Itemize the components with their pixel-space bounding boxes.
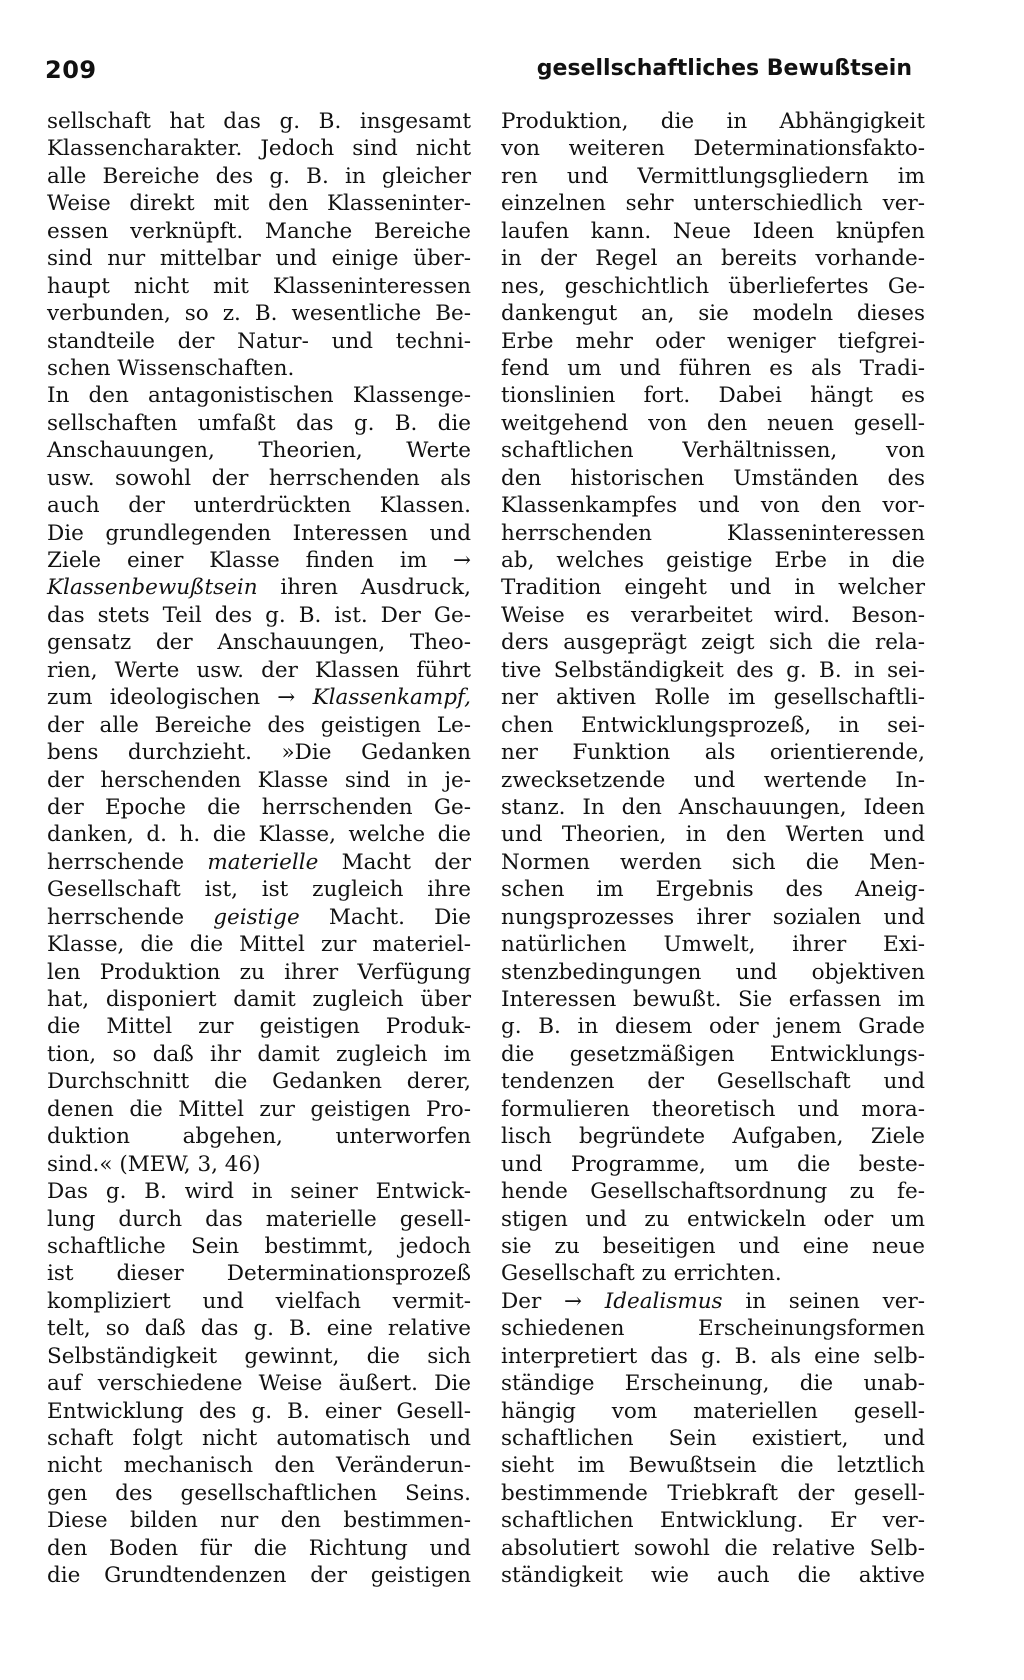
page-number: 209 [45, 56, 97, 84]
text-line: Gesellschaft ist, ist zugleich ihre [47, 877, 471, 903]
text-line: gen des gesellschaftlichen Seins. [47, 1480, 471, 1506]
text-line: absolutiert sowohl die relative Selb- [501, 1535, 925, 1561]
text-line: und Programme, um die beste- [501, 1151, 925, 1177]
text-line: Erbe mehr oder weniger tiefgrei- [501, 328, 925, 354]
text-line: tive Selbständigkeit des g. B. in sei- [501, 657, 925, 683]
text-line: tionslinien fort. Dabei hängt es [501, 383, 925, 409]
text-line: telt, so daß das g. B. eine relative [47, 1316, 471, 1342]
text-fragment: herrschende [47, 849, 208, 875]
text-line: die gesetzmäßigen Entwicklungs- [501, 1041, 925, 1067]
text-line: Diese bilden nur den bestimmen- [47, 1508, 471, 1534]
text-line: die Mittel zur geistigen Produk- [47, 1014, 471, 1040]
text-line: Interessen bewußt. Sie erfassen im [501, 987, 925, 1012]
text-line: Klassencharakter. Jedoch sind nicht [47, 136, 471, 162]
text-line: Tradition eingeht und in welcher [501, 575, 925, 601]
text-line: den Boden für die Richtung und [47, 1535, 471, 1561]
text-column-left [47, 108, 471, 1590]
text-line: Klassenkampfes und von den vor- [501, 493, 925, 519]
text-line: sie zu beseitigen und eine neue [501, 1233, 925, 1259]
text-line: auf verschiedene Weise äußert. Die [47, 1371, 471, 1397]
text-line: Anschauungen, Theorien, Werte [47, 438, 471, 464]
text-line: ständige Erscheinung, die unab- [501, 1371, 925, 1397]
italic-term: Klassenkampf, [312, 685, 471, 711]
text-line: usw. sowohl der herrschenden als [47, 465, 471, 491]
text-line: zwecksetzende und wertende In- [501, 767, 925, 793]
text-line: Klasse, die die Mittel zur materiel- [47, 932, 471, 958]
text-line [47, 904, 471, 931]
text-line: das stets Teil des g. B. ist. Der Ge- [47, 602, 471, 628]
text-line: schen im Ergebnis des Aneig- [501, 877, 925, 903]
text-line: sieht im Bewußtsein die letztlich [501, 1453, 925, 1479]
text-line: ist dieser Determinationsprozeß [47, 1261, 471, 1287]
text-line: lung durch das materielle gesell- [47, 1206, 471, 1232]
text-line: Weise direkt mit den Klasseninter- [47, 191, 471, 217]
text-line: rien, Werte usw. der Klassen führt [47, 657, 471, 683]
italic-term: Idealismus [604, 1288, 723, 1314]
text-line: g. B. in diesem oder jenem Grade [501, 1014, 925, 1040]
text-line: und Theorien, in den Werten und [501, 822, 925, 848]
text-line: alle Bereiche des g. B. in gleicher [47, 163, 471, 189]
text-line: lisch begründete Aufgaben, Ziele [501, 1124, 925, 1150]
text-line: schaftlichen Verhältnissen, von [501, 438, 925, 464]
text-fragment: in seinen ver- [722, 1288, 925, 1314]
text-line: der alle Bereiche des geistigen Le- [47, 712, 471, 738]
text-column-right [501, 108, 925, 1590]
running-title: gesellschaftliches Bewußtsein [536, 56, 912, 81]
text-line: Ziele einer Klasse finden im → [47, 548, 471, 573]
text-line: hat, disponiert damit zugleich über [47, 987, 471, 1012]
text-line: len Produktion zu ihrer Verfügung [47, 959, 471, 985]
italic-term: geistige [213, 904, 300, 930]
text-line [47, 574, 471, 601]
text-line: dankengut an, sie modeln dieses [501, 301, 925, 327]
text-line: nungsprozesses ihrer sozialen und [501, 904, 925, 930]
text-line: einzelnen sehr unterschiedlich ver- [501, 191, 925, 217]
text-line: ren und Vermittlungsgliedern im [501, 163, 925, 189]
text-line: danken, d. h. die Klasse, welche die [47, 822, 471, 848]
text-fragment: Der → [501, 1288, 605, 1314]
text-line: der Epoche die herrschenden Ge- [47, 794, 471, 820]
text-line: chen Entwicklungsprozeß, in sei- [501, 712, 925, 738]
text-line: Gesellschaft zu errichten. [501, 1261, 782, 1287]
text-line: stenzbedingungen und objektiven [501, 959, 925, 985]
text-line: Durchschnitt die Gedanken derer, [47, 1069, 471, 1095]
text-line: kompliziert und vielfach vermit- [47, 1288, 471, 1314]
text-line: laufen kann. Neue Ideen knüpfen [501, 218, 925, 244]
italic-term: Klassenbewußtsein [47, 575, 258, 601]
text-line: hängig vom materiellen gesell- [501, 1398, 925, 1424]
text-line: Entwicklung des g. B. einer Gesell- [47, 1398, 471, 1424]
text-line: herrschenden Klasseninteressen [501, 520, 925, 546]
text-fragment: zum ideologischen → [47, 685, 313, 711]
text-line: interpretiert das g. B. als eine selb- [501, 1343, 925, 1369]
text-line: natürlichen Umwelt, ihrer Exi- [501, 932, 925, 958]
text-line [501, 1288, 925, 1315]
text-fragment: Macht. Die [299, 904, 471, 930]
text-line: sellschaften umfaßt das g. B. die [47, 410, 471, 436]
text-line: Produktion, die in Abhängigkeit [501, 109, 925, 134]
text-line: ner aktiven Rolle im gesellschaftli- [501, 685, 925, 711]
text-line: ständigkeit wie auch die aktive [501, 1563, 925, 1589]
text-line: essen verknüpft. Manche Bereiche [47, 218, 471, 244]
text-line [47, 684, 471, 711]
text-line: tendenzen der Gesellschaft und [501, 1069, 925, 1095]
text-fragment: Macht der [318, 849, 471, 875]
text-fragment: ihren Ausdruck, [257, 575, 471, 601]
text-line: hende Gesellschaftsordnung zu fe- [501, 1179, 925, 1205]
text-line: bens durchzieht. »Die Gedanken [47, 740, 471, 766]
text-line: Das g. B. wird in seiner Entwick- [47, 1179, 471, 1205]
text-line: weitgehend von den neuen gesell- [501, 410, 925, 436]
text-line: Die grundlegenden Interessen und [47, 520, 471, 546]
text-line: sind nur mittelbar und einige über- [47, 246, 471, 272]
text-fragment: herrschende [47, 904, 214, 930]
text-line: gensatz der Anschauungen, Theo- [47, 630, 471, 656]
text-line: Weise es verarbeitet wird. Beson- [501, 602, 925, 628]
text-line: In den antagonistischen Klassenge- [47, 383, 471, 409]
text-line: verbunden, so z. B. wesentliche Be- [47, 301, 471, 327]
text-line: schaftlichen Entwicklung. Er ver- [501, 1508, 925, 1534]
text-line [47, 849, 471, 876]
text-line: nes, geschichtlich überliefertes Ge- [501, 273, 925, 299]
text-line: stanz. In den Anschauungen, Ideen [501, 794, 925, 820]
text-line: ders ausgeprägt zeigt sich die rela- [501, 630, 925, 656]
text-line: sellschaft hat das g. B. insgesamt [47, 109, 471, 134]
text-line: von weiteren Determinationsfakto- [501, 136, 925, 162]
text-line: fend um und führen es als Tradi- [501, 355, 925, 381]
text-line: Selbständigkeit gewinnt, die sich [47, 1343, 471, 1369]
text-line: schaftliche Sein bestimmt, jedoch [47, 1233, 471, 1259]
text-line: den historischen Umständen des [501, 465, 925, 491]
text-line: bestimmende Triebkraft der gesell- [501, 1480, 925, 1506]
text-line: haupt nicht mit Klasseninteressen [47, 273, 471, 299]
text-line: standteile der Natur- und techni- [47, 328, 471, 354]
text-line: auch der unterdrückten Klassen. [47, 493, 471, 519]
text-line: denen die Mittel zur geistigen Pro- [47, 1096, 471, 1122]
text-line: duktion abgehen, unterworfen [47, 1124, 471, 1150]
text-line: der herschenden Klasse sind in je- [47, 767, 471, 793]
text-line: in der Regel an bereits vorhande- [501, 246, 925, 272]
text-line: schiedenen Erscheinungsformen [501, 1316, 925, 1342]
text-line: ab, welches geistige Erbe in die [501, 548, 925, 573]
text-line: nicht mechanisch den Veränderun- [47, 1453, 471, 1479]
text-line: schaftlichen Sein existiert, und [501, 1426, 925, 1451]
text-line: formulieren theoretisch und mora- [501, 1096, 925, 1122]
text-line: tion, so daß ihr damit zugleich im [47, 1041, 471, 1067]
text-line: Normen werden sich die Men- [501, 849, 925, 875]
text-line: die Grundtendenzen der geistigen [47, 1563, 471, 1589]
text-line: stigen und zu entwickeln oder um [501, 1206, 925, 1232]
text-line: ner Funktion als orientierende, [501, 740, 925, 766]
text-line: schaft folgt nicht automatisch und [47, 1426, 471, 1451]
text-line: sind.« (MEW, 3, 46) [47, 1151, 261, 1177]
text-line: schen Wissenschaften. [47, 355, 295, 381]
italic-term: materielle [207, 849, 319, 875]
